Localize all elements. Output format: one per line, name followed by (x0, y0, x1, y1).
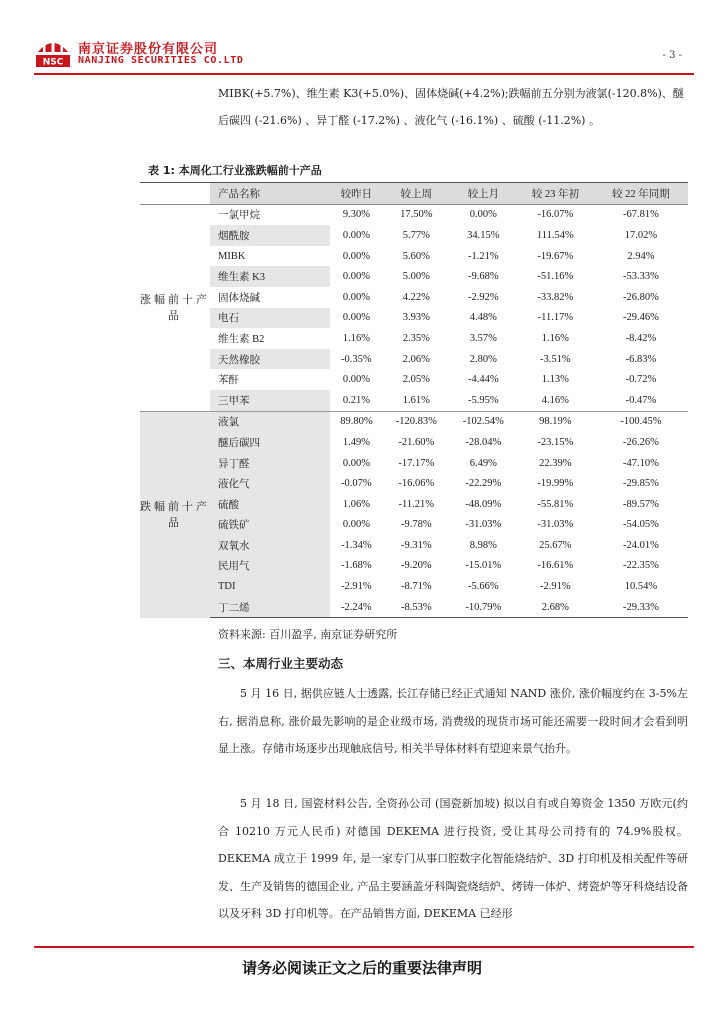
table-row (140, 287, 688, 308)
cell-product-name: 电石 (210, 308, 330, 329)
logo-text: NSC (42, 57, 64, 68)
cell-vs-year-start: -16.07% (537, 209, 574, 221)
cell-vs-last-week: 1.61% (402, 394, 430, 406)
cell-vs-yesterday: -1.68% (330, 556, 383, 577)
header-vs-yesterday: 较昨日 (330, 183, 383, 205)
table-row (140, 328, 688, 349)
cell-vs-last-month: 34.15% (467, 229, 500, 241)
cell-vs-last-week: -9.78% (383, 515, 450, 536)
cell-vs-yesterday: 0.00% (342, 312, 370, 324)
cell-vs-last-year: -0.47% (625, 394, 657, 406)
cell-vs-last-year: -26.26% (594, 432, 688, 453)
table-row (140, 556, 688, 577)
table-row (140, 535, 688, 556)
cell-vs-year-start: 98.19% (517, 411, 594, 432)
cell-product-name: 异丁醛 (210, 453, 330, 474)
cell-vs-yesterday: 9.30% (342, 209, 370, 221)
cell-vs-last-week: 17.50% (400, 209, 433, 221)
cell-vs-last-year: 17.02% (624, 229, 658, 241)
cell-vs-last-year: -89.57% (594, 494, 688, 515)
cell-product-name: 苯酐 (218, 375, 239, 387)
header-divider (34, 73, 694, 75)
cell-vs-last-month: -9.68% (468, 271, 499, 283)
data-source: 资料来源: 百川盈孚, 南京证券研究所 (218, 628, 398, 641)
cell-vs-yesterday: -0.35% (341, 353, 372, 365)
cell-vs-last-month: -48.09% (450, 494, 517, 515)
cell-vs-yesterday: -0.07% (330, 473, 383, 494)
cell-vs-last-year: -6.83% (625, 353, 657, 365)
cell-vs-last-week: -8.71% (383, 576, 450, 597)
cell-vs-last-month: -31.03% (450, 515, 517, 536)
nsc-logo-icon (34, 36, 72, 70)
cell-vs-last-week: 2.05% (402, 374, 430, 386)
cell-vs-last-year: -26.80% (622, 291, 659, 303)
header-vs-last-week: 较上周 (383, 183, 450, 205)
header-group-cell (140, 183, 210, 205)
cell-vs-last-year: -29.85% (594, 473, 688, 494)
cell-vs-last-week: -16.06% (383, 473, 450, 494)
cell-vs-last-year: -47.10% (594, 453, 688, 474)
page-number: - 3 - (662, 50, 682, 61)
cell-vs-last-month: -5.95% (468, 394, 499, 406)
cell-vs-last-year: -22.35% (594, 556, 688, 577)
cell-vs-yesterday: 1.06% (330, 494, 383, 515)
cell-vs-year-start: -2.91% (517, 576, 594, 597)
cell-vs-year-start: -55.81% (517, 494, 594, 515)
company-name-cn: 南京证券股份有限公司 (78, 42, 219, 57)
cell-vs-last-week: -21.60% (383, 432, 450, 453)
cell-vs-year-start: -51.16% (537, 271, 574, 283)
cell-product-name: 维生素 K3 (210, 266, 330, 287)
cell-vs-last-year: 10.54% (594, 576, 688, 597)
cell-product-name: 维生素 B2 (218, 333, 265, 345)
table-row (140, 411, 688, 432)
table-row (140, 369, 688, 390)
cell-vs-last-week: 3.93% (402, 312, 430, 324)
cell-product-name: 烟酰胺 (210, 225, 330, 246)
cell-vs-year-start: 2.68% (517, 597, 594, 618)
cell-vs-last-month: 2.80% (469, 353, 497, 365)
cell-vs-last-week: -17.17% (383, 453, 450, 474)
cell-product-name: 三甲苯 (210, 390, 330, 411)
cell-vs-last-week: -11.21% (383, 494, 450, 515)
table-row (140, 453, 688, 474)
page-header (34, 34, 694, 74)
fall-group-label: 跌幅前十产品 (140, 411, 210, 618)
cell-vs-last-month: -10.79% (450, 597, 517, 618)
cell-vs-year-start: -3.51% (540, 353, 571, 365)
cell-product-name: 天然橡胶 (210, 349, 330, 370)
cell-vs-last-year: -29.33% (594, 597, 688, 618)
table-row (140, 432, 688, 453)
cell-vs-year-start: 1.13% (541, 374, 569, 386)
table-body (140, 204, 688, 618)
cell-product-name: 丁二烯 (210, 597, 330, 618)
cell-vs-yesterday: 0.00% (330, 453, 383, 474)
table-row (140, 246, 688, 267)
cell-product-name: 固体烧碱 (218, 292, 260, 304)
cell-product-name: TDI (210, 576, 330, 597)
intro-paragraph: MIBK(+5.7%)、维生素 K3(+5.0%)、固体烧碱(+4.2%);跌幅前五分别为液氯(-120.8%)、醚后碳四 (-21.6%) 、异丁醛 (-17.2%) 、液化气 (-16.1%) 、硫酸 (-11.2%) 。 (218, 87, 684, 127)
cell-product-name: MIBK (218, 250, 246, 262)
cell-vs-last-year: -29.46% (622, 312, 659, 324)
cell-product-name: 硫酸 (210, 494, 330, 515)
cell-vs-last-week: 5.77% (402, 229, 430, 241)
table-row (140, 308, 688, 329)
cell-vs-last-week: -9.20% (383, 556, 450, 577)
cell-product-name: 液化气 (210, 473, 330, 494)
cell-vs-last-week: 5.60% (402, 250, 430, 262)
cell-vs-last-year: -53.33% (622, 271, 659, 283)
legal-notice: 请务必阅读正文之后的重要法律声明 (241, 959, 482, 977)
cell-vs-last-year: -0.72% (625, 374, 657, 386)
body-paragraph-2: 5 月 18 日, 国瓷材料公告, 全资孙公司 (国瓷新加坡) 拟以自有或自筹资金 1350 万欧元(约合 10210 万元人民币) 对德国 DEKEMA 进行投资, 受让其母公司持有的 74.9%股权。DEKEMA 成立于 1999 年, 是一家专门从事口腔数字化智能烧结炉、3D 打印机及相关配件等研发、生产及销售的德国企业, 产品主要涵盖牙科陶瓷烧结炉、烤铸一体炉、烤瓷炉等牙科烧结设备以及牙科 3D 打印机等。在产品销售方面, DEKEMA 已经形 (218, 797, 688, 920)
cell-vs-year-start: -19.67% (537, 250, 574, 262)
cell-vs-last-week: 2.35% (402, 332, 430, 344)
cell-vs-last-week: -120.83% (383, 411, 450, 432)
cell-vs-last-month: -5.66% (450, 576, 517, 597)
cell-vs-yesterday: 0.00% (342, 229, 370, 241)
cell-product-name: 硫铁矿 (210, 515, 330, 536)
cell-vs-year-start: 25.67% (517, 535, 594, 556)
cell-vs-yesterday: 0.00% (330, 515, 383, 536)
cell-vs-last-week: 5.00% (402, 271, 430, 283)
header-vs-last-year: 较 22 年同期 (594, 183, 688, 205)
cell-vs-last-week: 2.06% (402, 353, 430, 365)
company-name-en: NANJING SECURITIES CO.LTD (78, 55, 244, 66)
cell-vs-last-month: 3.57% (469, 332, 497, 344)
cell-vs-year-start: -16.61% (517, 556, 594, 577)
table-row (140, 204, 688, 225)
cell-vs-yesterday: 0.00% (342, 291, 370, 303)
cell-vs-year-start: -11.17% (537, 312, 574, 324)
table-title: 表 1: 本周化工行业涨跌幅前十产品 (148, 164, 322, 177)
cell-vs-yesterday: 0.21% (342, 394, 370, 406)
table-row (140, 266, 688, 287)
cell-vs-last-year: -24.01% (594, 535, 688, 556)
cell-vs-last-year: -8.42% (625, 332, 657, 344)
footer-divider (34, 946, 694, 948)
header-vs-last-month: 较上月 (450, 183, 517, 205)
table-row (140, 494, 688, 515)
cell-vs-year-start: -19.99% (517, 473, 594, 494)
cell-vs-yesterday: 0.00% (342, 271, 370, 283)
table-row (140, 473, 688, 494)
table-row (140, 515, 688, 536)
body-paragraph-1: 5 月 16 日, 据供应链人士透露, 长江存储已经正式通知 NAND 涨价, 涨价幅度约在 3-5%左右, 据消息称, 涨价最先影响的是企业级市场, 消费级的现货市场可能还需要一段时间才会看到明显上涨。存储市场逐步出现触底信号, 相关半导体材料有望迎来景气抬升。 (218, 687, 688, 755)
cell-vs-year-start: 4.16% (541, 394, 569, 406)
table-header-row (140, 183, 688, 205)
cell-vs-last-week: -9.31% (383, 535, 450, 556)
cell-vs-last-month: -28.04% (450, 432, 517, 453)
cell-product-name: 双氧水 (210, 535, 330, 556)
cell-vs-last-year: -67.81% (622, 209, 659, 221)
cell-vs-last-month: 0.00% (469, 209, 497, 221)
cell-vs-last-year: 2.94% (627, 250, 655, 262)
section-heading: 三、本周行业主要动态 (218, 656, 344, 671)
cell-vs-year-start: 22.39% (517, 453, 594, 474)
cell-product-name: 醚后碳四 (210, 432, 330, 453)
cell-vs-yesterday: 0.00% (342, 374, 370, 386)
cell-vs-last-year: -100.45% (594, 411, 688, 432)
table-row (140, 597, 688, 618)
cell-vs-last-year: -54.05% (594, 515, 688, 536)
cell-vs-last-week: -8.53% (383, 597, 450, 618)
cell-product-name: 民用气 (210, 556, 330, 577)
cell-vs-year-start: -23.15% (517, 432, 594, 453)
rise-group-label: 涨幅前十产品 (140, 204, 210, 411)
cell-vs-last-month: 8.98% (450, 535, 517, 556)
header-vs-year-start: 较 23 年初 (517, 183, 594, 205)
cell-vs-last-month: -2.92% (468, 291, 499, 303)
cell-vs-last-month: -1.21% (468, 250, 499, 262)
header-product: 产品名称 (210, 183, 330, 205)
cell-vs-yesterday: 1.49% (330, 432, 383, 453)
cell-vs-year-start: -33.82% (537, 291, 574, 303)
cell-vs-last-month: -4.44% (468, 374, 499, 386)
cell-vs-last-month: 6.49% (450, 453, 517, 474)
cell-vs-last-month: -22.29% (450, 473, 517, 494)
cell-vs-yesterday: -2.91% (330, 576, 383, 597)
cell-vs-last-month: 4.48% (469, 312, 497, 324)
change-table (140, 182, 688, 618)
cell-vs-yesterday: -1.34% (330, 535, 383, 556)
cell-vs-yesterday: 89.80% (330, 411, 383, 432)
cell-vs-year-start: 1.16% (541, 332, 569, 344)
table-row (140, 390, 688, 411)
table-row (140, 225, 688, 246)
cell-vs-yesterday: 0.00% (342, 250, 370, 262)
cell-vs-year-start: -31.03% (517, 515, 594, 536)
cell-product-name: 液氯 (210, 411, 330, 432)
cell-vs-last-month: -15.01% (450, 556, 517, 577)
table-row (140, 576, 688, 597)
cell-vs-last-month: -102.54% (450, 411, 517, 432)
cell-vs-last-week: 4.22% (402, 291, 430, 303)
cell-vs-year-start: 111.54% (536, 229, 574, 241)
table-row (140, 349, 688, 370)
cell-vs-yesterday: 1.16% (342, 332, 370, 344)
cell-vs-yesterday: -2.24% (330, 597, 383, 618)
cell-product-name: 一氯甲烷 (218, 210, 260, 222)
